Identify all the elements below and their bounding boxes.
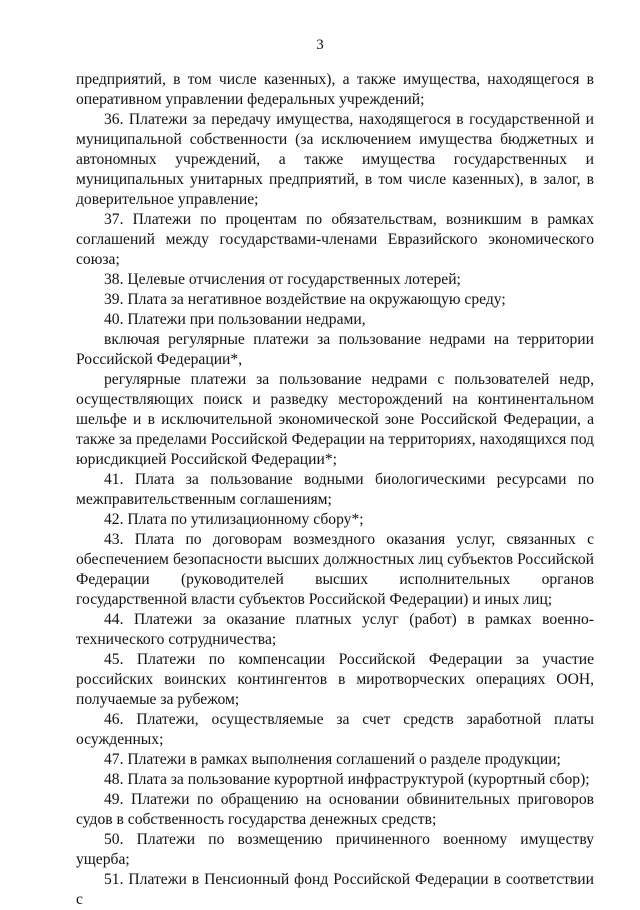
document-body xyxy=(76,70,594,910)
paragraph-item-38: 38. Целевые отчисления от государственных лотерей; xyxy=(104,271,461,288)
page-number: 3 xyxy=(316,37,324,53)
paragraph-item-37: 37. Платежи по процентам по обязательствам, возникшим в рамках соглашений между государствами-членами Евразийского экономического союза; xyxy=(76,211,594,268)
paragraph-item-43: 43. Плата по договорам возмездного оказания услуг, связанных с обеспечением безопасности высших должностных лиц субъектов Российской Федерации (руководителей высших исполнительных органов государственной власти субъектов Российской Федерации) и иных лиц; xyxy=(76,531,594,608)
paragraph-item-40-sub-2: регулярные платежи за пользование недрами с пользователей недр, осуществляющих поиск и разведку месторождений на континентальном шельфе и в исключительной экономической зоне Российской Федерации, а также за пределами Российской Федерации на территориях, находящихся под юрисдикцией Российской Федерации*; xyxy=(76,371,594,468)
paragraph-item-47: 47. Платежи в рамках выполнения соглашений о разделе продукции; xyxy=(104,751,561,768)
paragraph-item-46: 46. Платежи, осуществляемые за счет средств заработной платы осужденных; xyxy=(76,711,594,748)
paragraph-item-51: 51. Платежи в Пенсионный фонд Российской Федерации в соответствии с xyxy=(76,871,594,908)
paragraph-item-36: 36. Платежи за передачу имущества, находящегося в государственной и муниципальной собственности (за исключением имущества бюджетных и автономных учреждений, а также имущества государственных и муниципальных унитарных предприятий, в том числе казенных), в залог, в доверительное управление; xyxy=(76,111,594,208)
paragraph-item-40: 40. Платежи при пользовании недрами, xyxy=(104,311,366,328)
paragraph-continuation: предприятий, в том числе казенных), а также имущества, находящегося в оперативном управлении федеральных учреждений; xyxy=(76,71,594,108)
paragraph-item-49: 49. Платежи по обращению на основании обвинительных приговоров судов в собственность государства денежных средств; xyxy=(76,791,594,828)
paragraph-item-40-sub-1: включая регулярные платежи за пользование недрами на территории Российской Федерации*, xyxy=(76,331,594,368)
paragraph-item-50: 50. Платежи по возмещению причиненного военному имуществу ущерба; xyxy=(76,831,594,868)
paragraph-item-42: 42. Плата по утилизационному сбору*; xyxy=(104,511,364,528)
paragraph-item-39: 39. Плата за негативное воздействие на окружающую среду; xyxy=(104,291,506,308)
paragraph-item-45: 45. Платежи по компенсации Российской Федерации за участие российских воинских контингентов в миротворческих операциях ООН, получаемые за рубежом; xyxy=(76,651,594,708)
paragraph-item-48: 48. Плата за пользование курортной инфраструктурой (курортный сбор); xyxy=(104,771,590,788)
paragraph-item-41: 41. Плата за пользование водными биологическими ресурсами по межправительственным соглашениям; xyxy=(76,471,594,508)
paragraph-item-44: 44. Платежи за оказание платных услуг (работ) в рамках военно-технического сотрудничества; xyxy=(76,611,594,648)
